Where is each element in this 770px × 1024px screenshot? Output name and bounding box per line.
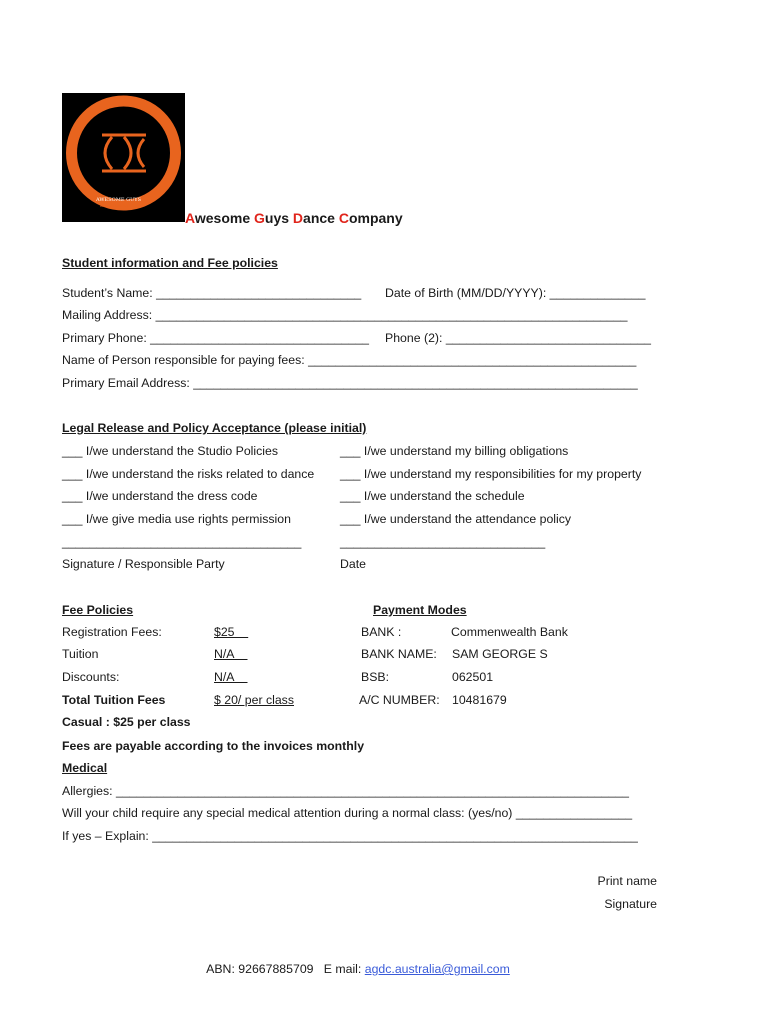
- legal-item-right[interactable]: ___ I/we understand the attendance policy: [340, 512, 572, 526]
- logo-subtext: DANCE COMPANY: [100, 204, 131, 208]
- date-line[interactable]: ______________________________: [340, 535, 546, 549]
- primary-phone-field[interactable]: Primary Phone: ________________________________: [62, 331, 370, 345]
- print-name-label: Print name: [597, 874, 657, 888]
- email-link[interactable]: agdc.australia@gmail.com: [364, 962, 510, 976]
- fee-value: N/A: [214, 670, 248, 684]
- footer-contact: [200, 948, 510, 976]
- fee-label: Tuition: [62, 647, 99, 661]
- fee-label: Registration Fees:: [62, 625, 162, 639]
- fee-policies-heading: Fee Policies: [62, 603, 134, 617]
- logo-text: AWESOME GUYS: [96, 197, 142, 203]
- fee-value: $25: [214, 625, 249, 639]
- phone2-field[interactable]: Phone (2): ______________________________: [385, 331, 652, 345]
- title-part: ance: [303, 210, 339, 226]
- legal-item-right[interactable]: ___ I/we understand my responsibilities for my property: [340, 467, 642, 481]
- payment-value: Commenwealth Bank: [451, 625, 568, 639]
- legal-item-left[interactable]: ___ I/we understand the Studio Policies: [62, 444, 279, 458]
- student-info-heading: Student information and Fee policies: [62, 256, 278, 270]
- company-title: [185, 210, 403, 226]
- fee-value: $ 20/ per class: [214, 693, 294, 707]
- title-initial-d: D: [292, 210, 304, 226]
- allergies-field[interactable]: Allergies: ___________________________________________________________________________: [62, 784, 629, 798]
- title-initial-c: C: [338, 210, 349, 226]
- payment-value: 062501: [452, 670, 494, 684]
- signature-footer-label: Signature: [604, 897, 657, 911]
- legal-item-left[interactable]: ___ I/we understand the risks related to dance: [62, 467, 315, 481]
- company-logo: [62, 93, 185, 222]
- payment-value: SAM GEORGE S: [452, 647, 548, 661]
- medical-heading: Medical: [62, 761, 108, 775]
- legal-item-right[interactable]: ___ I/we understand my billing obligations: [340, 444, 569, 458]
- payment-label: A/C NUMBER:: [359, 693, 440, 707]
- title-part: wesome: [194, 210, 254, 226]
- fee-label: Discounts:: [62, 670, 120, 684]
- title-initial-a: A: [185, 210, 195, 226]
- legal-heading: Legal Release and Policy Acceptance (please initial): [62, 421, 367, 435]
- payment-label: BSB:: [361, 670, 390, 684]
- payable-note: Fees are payable according to the invoices monthly: [62, 739, 365, 753]
- mailing-address-field[interactable]: Mailing Address: _____________________________________________________________________: [62, 308, 628, 322]
- date-label: Date: [340, 557, 366, 571]
- legal-item-left[interactable]: ___ I/we give media use rights permission: [62, 512, 291, 526]
- payer-name-field[interactable]: Name of Person responsible for paying fees: ________________________________________________: [62, 353, 637, 367]
- primary-email-field[interactable]: Primary Email Address: _________________________________________________________________: [62, 376, 638, 390]
- title-initial-g: G: [254, 210, 265, 226]
- signature-line[interactable]: ___________________________________: [62, 535, 302, 549]
- fee-label: Total Tuition Fees: [62, 693, 166, 707]
- fee-value: N/A: [214, 647, 248, 661]
- legal-item-right[interactable]: ___ I/we understand the schedule: [340, 489, 525, 503]
- abn-text: ABN: 92667885709 E mail:: [206, 962, 365, 976]
- student-name-field[interactable]: Student’s Name: ______________________________: [62, 286, 362, 300]
- payment-label: BANK :: [361, 625, 402, 639]
- casual-fee: Casual : $25 per class: [62, 715, 191, 729]
- payment-value: 10481679: [452, 693, 507, 707]
- explain-field[interactable]: If yes – Explain: _______________________________________________________________________: [62, 829, 638, 843]
- payment-modes-heading: Payment Modes: [373, 603, 467, 617]
- medical-attention-field[interactable]: Will your child require any special medical attention during a normal class: (yes/no) _________________: [62, 806, 633, 820]
- dob-field[interactable]: Date of Birth (MM/DD/YYYY): ______________: [385, 286, 646, 300]
- title-part: ompany: [348, 210, 403, 226]
- signature-label: Signature / Responsible Party: [62, 557, 225, 571]
- payment-label: BANK NAME:: [361, 647, 437, 661]
- title-part: uys: [264, 210, 293, 226]
- legal-item-left[interactable]: ___ I/we understand the dress code: [62, 489, 258, 503]
